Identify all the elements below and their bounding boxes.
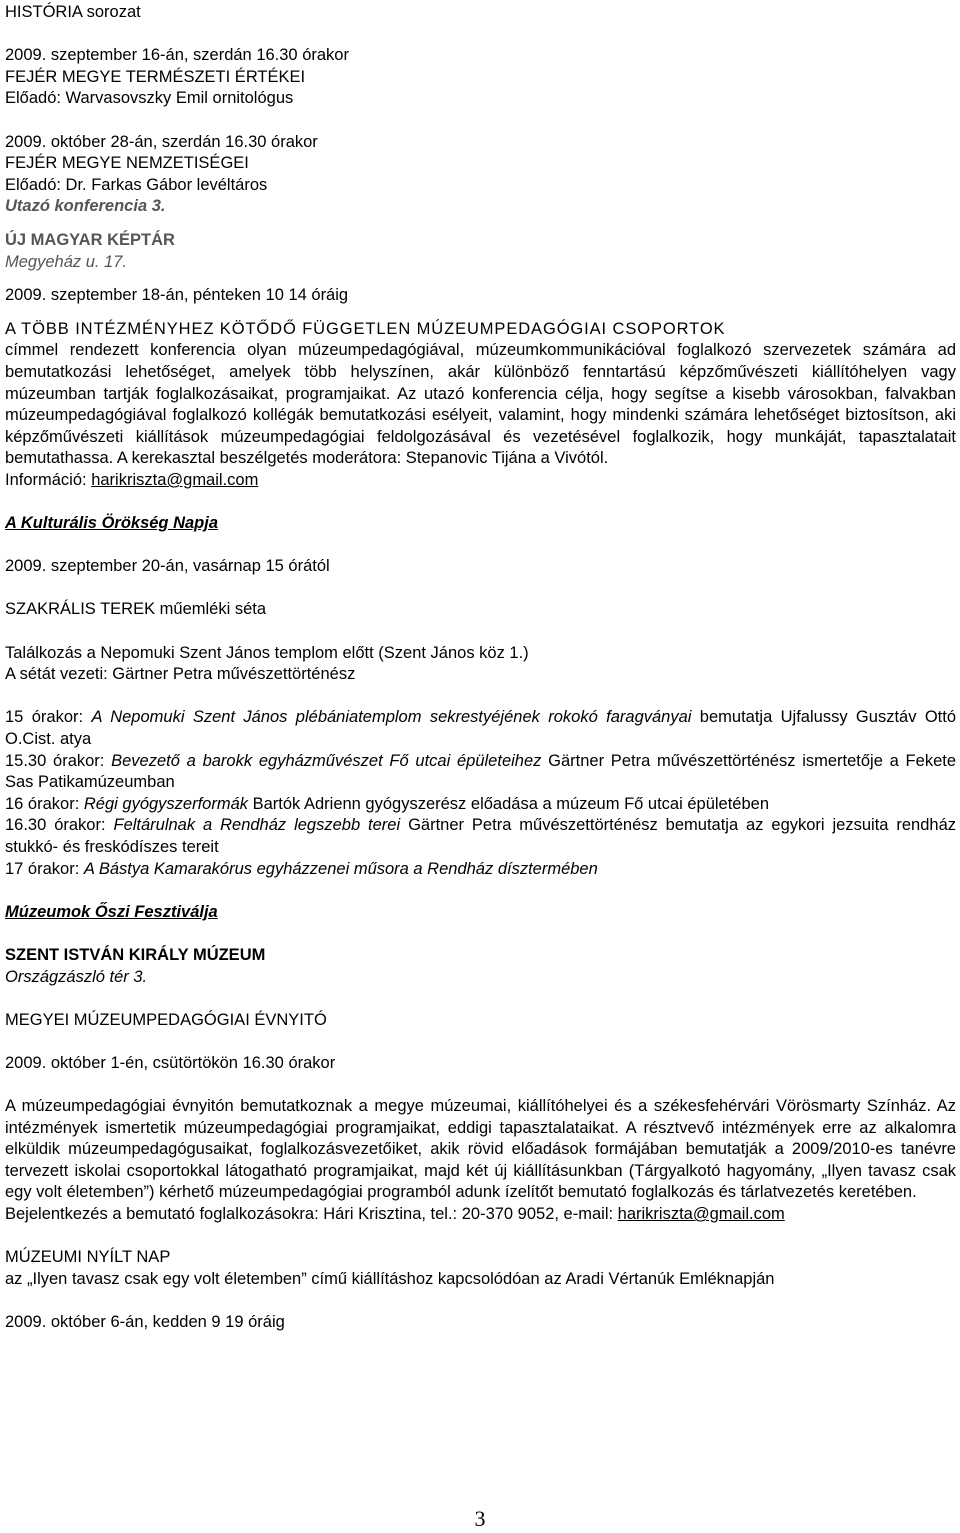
program-time: 16 órakor: [5,794,84,813]
opening-description: A múzeumpedagógiai évnyitón bemutatkoznak a megye múzeumai, kiállítóhelyei és a székesfehérvári Vörösmarty Színház. Az intézmények ismertetik múzeumpedagógiai programjaikat, eddigi tapasztalataikat. A résztvevő intézmények erre az alkalomra elküldik múzeumpedagógusaikat, foglalkozásvezetőiket, akik rövid előadások formájában bemutatják a 2009/2010-es tanévre tervezett iskolai csoportokkal látogatható programjaikat, majd két új kiállításunkban (Tárgyalkotó hagyomány, „Ilyen tavasz csak egy volt életemben”) kérhető múzeumpedagógiai programból adunk ízelítőt bemutató foglalkozás és tárlatvezetés keretében. [5,1097,956,1202]
info-label: Információ: [5,470,92,489]
program-item [5,794,956,816]
program-rest: Gärtner Petra művészettörténész bemutatja az egykori jezsuita rendház stukkó- és freskódíszes tereit [5,816,956,856]
program-time: 17 órakor: [5,859,84,878]
page-number: 3 [474,1506,486,1531]
program-title: A Bástya Kamarakórus egyházzenei műsora a Rendház dísztermében [83,859,598,878]
program-item [5,859,956,881]
travel-conf-heading: Utazó konferencia 3. [5,197,166,216]
travel-conf-description: címmel rendezett konferencia olyan múzeumpedagógiával, múzeumkommunikációval foglalkozó szervezetek számára ad bemutatkozási lehetőséget, amelyek több helyszínen, akár különböző fenntartású képzőművészeti kiállítóhelyen vagy múzeumban tartják foglalkozásaikat, programjaikat. Az utazó konferencia célja, hogy segítse a kisebb városokban, falvakban múzeumpedagógiával foglalkozó kollégák bemutatkozási esélyeit, valamint, hogy mindenki számára lehetőséget biztosítson, aki képzőművészeti kiállítások múzeumpedagógiai feldolgozásával és vezetésével foglalkozik, hogy munkáját, tapasztalatait bemutathassa. A kerekasztal beszélgetés moderátora: Stepanovic Tijána a Vivótól. [5,341,956,468]
program-item [5,707,956,750]
registration-label: Bejelentkezés a bemutató foglalkozásokra: Hári Krisztina, tel.: 20-370 9052, e-mail: [5,1205,618,1224]
lecture-2 [5,132,956,197]
program-title: A Nepomuki Szent János plébániatemplom sekrestyéjének rokokó faragványai [91,708,692,727]
travel-conf-info [5,470,956,492]
program-rest: Bartók Adrienn gyógyszerész előadása a múzeum Fő utcai épületében [248,794,770,813]
lecture-1 [5,45,956,110]
program-title: Régi gyógyszerformák [83,794,249,813]
heritage-day-guide: A sétát vezeti: Gärtner Petra művészettörténész [5,665,356,684]
opening-date: 2009. október 1-én, csütörtökön 16.30 órakor [5,1053,336,1072]
lecture-presenter: Előadó: Dr. Farkas Gábor levéltáros [5,175,268,194]
info-email-link[interactable]: harikriszta@gmail.com [91,470,259,489]
lecture-date: 2009. október 28-án, szerdán 16.30 órakor [5,132,318,151]
open-day-title: MÚZEUMI NYÍLT NAP [5,1248,171,1267]
registration-line [5,1204,956,1226]
open-day-date: 2009. október 6-án, kedden 9 19 óráig [5,1313,285,1332]
lecture-date: 2009. szeptember 16-án, szerdán 16.30 órakor [5,46,349,65]
heritage-day-title: SZAKRÁLIS TEREK műemléki séta [5,600,267,619]
heritage-day-heading: A Kulturális Örökség Napja [5,514,219,533]
travel-conf-venue: ÚJ MAGYAR KÉPTÁR [5,230,175,249]
lecture-presenter: Előadó: Warvasovszky Emil ornitológus [5,89,294,108]
program-time: 15 órakor: [5,708,92,727]
program-item [5,815,956,858]
program-rest: Gärtner Petra művészettörténész ismertetője a Fekete Sas Patikamúzeumban [5,751,956,792]
travel-conf-address: Megyeház u. 17. [5,252,127,271]
autumn-festival-heading: Múzeumok Őszi Fesztiválja [5,902,218,921]
heritage-day-meeting: Találkozás a Nepomuki Szent János templom előtt (Szent János köz 1.) [5,643,529,662]
registration-email-link[interactable]: harikriszta@gmail.com [617,1205,785,1224]
program-time: 15.30 órakor: [5,751,112,770]
travel-conf-date: 2009. szeptember 18-án, pénteken 10 14 óráig [5,286,349,305]
program-title: Bevezető a barokk egyházművészet Fő utcai épületeihez [111,751,542,770]
lecture-title: FEJÉR MEGYE TERMÉSZETI ÉRTÉKEI [5,67,306,86]
travel-conf-title: A TÖBB INTÉZMÉNYHEZ KÖTŐDŐ FÜGGETLEN MÚZEUMPEDAGÓGIAI CSOPORTOK [5,319,726,338]
program-title: Feltárulnak a Rendház legszebb terei [113,816,401,835]
series-title: HISTÓRIA sorozat [5,3,141,21]
program-time: 16.30 órakor: [5,816,114,835]
program-rest: bemutatja Ujfalussy Gusztáv Ottó O.Cist. atya [5,708,956,748]
lecture-title: FEJÉR MEGYE NEMZETISÉGEI [5,154,249,173]
program-item [5,751,956,794]
museum-name: SZENT ISTVÁN KIRÁLY MÚZEUM [5,945,266,964]
open-day-description: az „Ilyen tavasz csak egy volt életemben” című kiállításhoz kapcsolódóan az Aradi Vértanúk Emléknapján [5,1269,775,1288]
museum-address: Országzászló tér 3. [5,967,148,986]
heritage-day-date: 2009. szeptember 20-án, vasárnap 15 órától [5,557,330,576]
document-page [5,2,956,1334]
opening-title: MEGYEI MÚZEUMPEDAGÓGIAI ÉVNYITÓ [5,1010,327,1029]
heritage-program-list [5,707,956,880]
